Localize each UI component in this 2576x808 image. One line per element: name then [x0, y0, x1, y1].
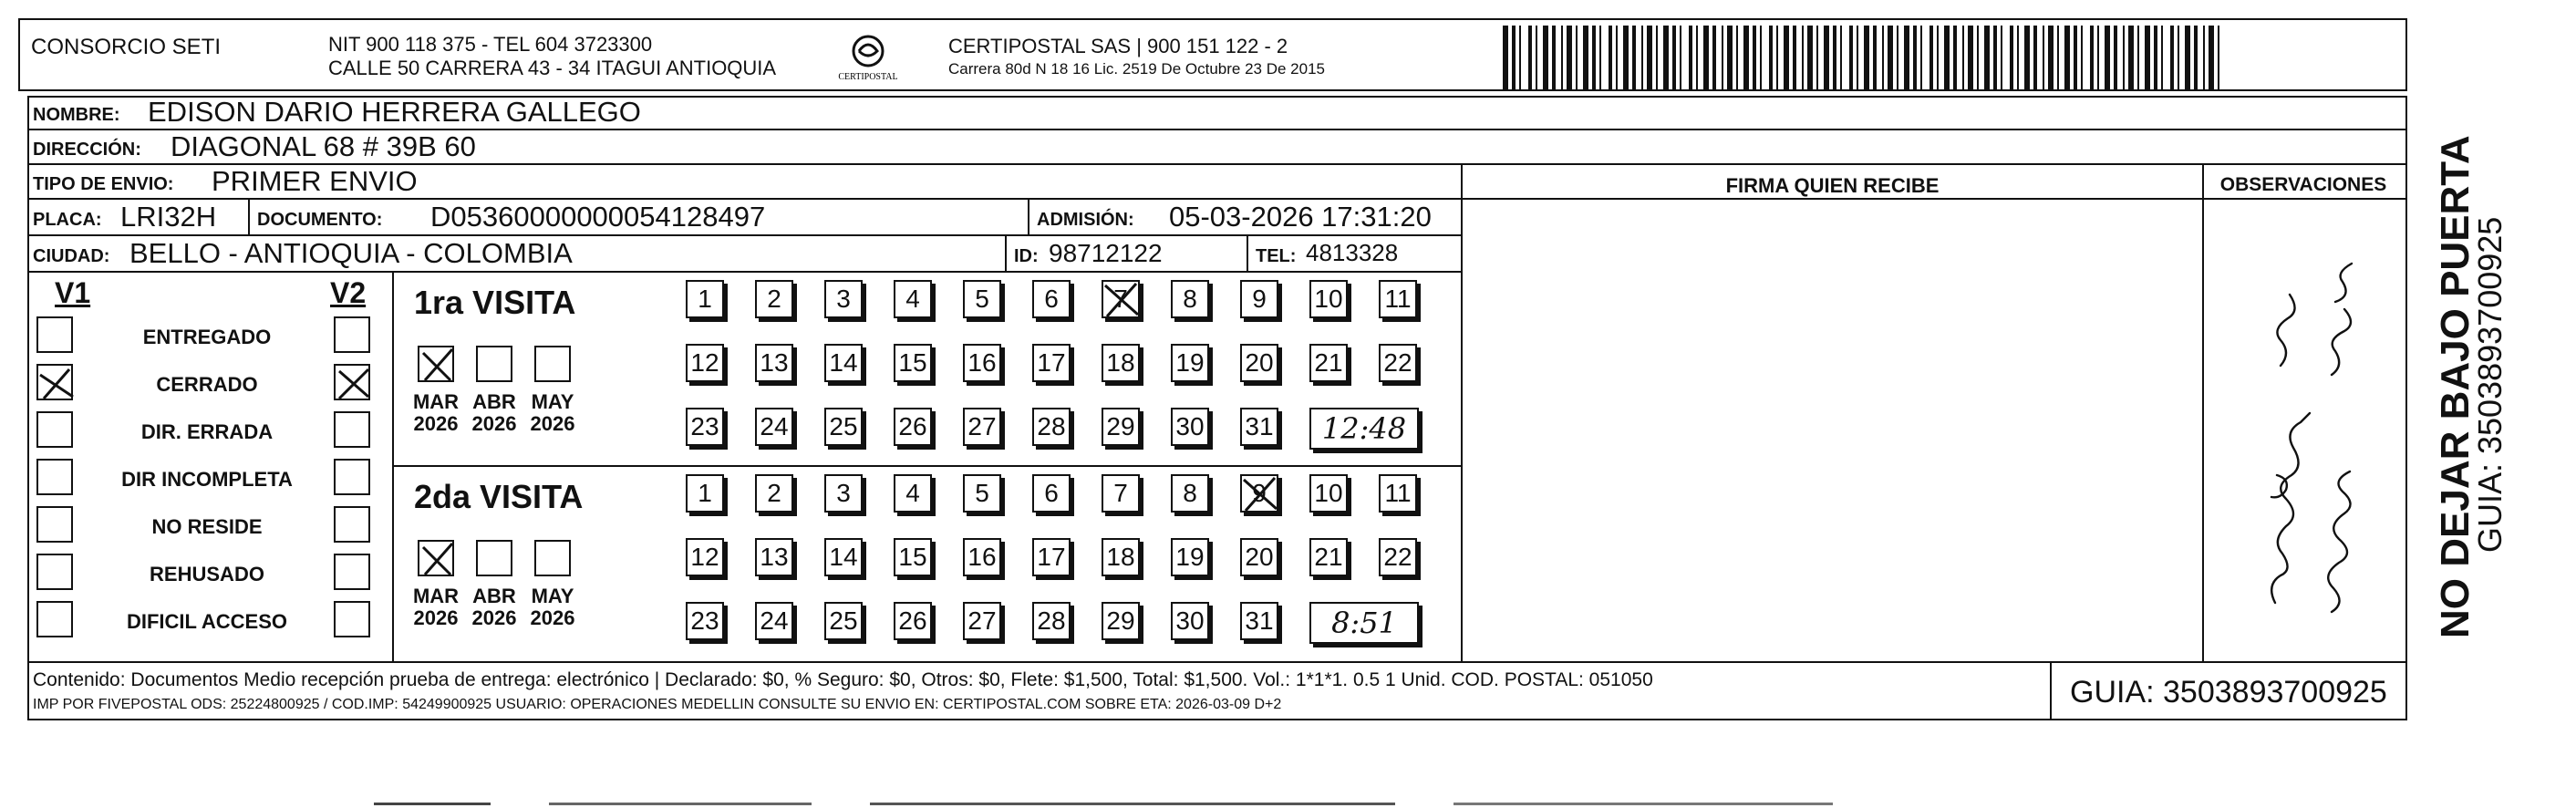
- day-box[interactable]: 9: [1240, 280, 1278, 318]
- day-box[interactable]: 17: [1032, 344, 1071, 382]
- tel-label: TEL:: [1256, 246, 1297, 266]
- certipostal-line: CERTIPOSTAL SAS | 900 151 122 - 2: [948, 35, 1288, 57]
- barcode-bar: [2048, 26, 2054, 89]
- row-address: [29, 130, 2407, 165]
- barcode-bar: [1793, 26, 1796, 89]
- v2-checkbox[interactable]: [334, 411, 370, 448]
- day-box[interactable]: 11: [1379, 474, 1417, 513]
- row-plate: [29, 200, 1461, 236]
- company-address: CALLE 50 CARRERA 43 - 34 ITAGUI ANTIOQUIA: [328, 57, 777, 79]
- footer-guia: GUIA: 3503893700925: [2070, 675, 2387, 710]
- barcode-bar: [2024, 26, 2030, 89]
- barcode-bar: [1864, 26, 1869, 89]
- observations-title: OBSERVACIONES: [2219, 174, 2387, 195]
- day-box[interactable]: 9: [1240, 474, 1278, 513]
- row-ship-type: [29, 165, 1461, 200]
- status-option-label: REHUSADO: [150, 563, 264, 585]
- barcode-bar: [1888, 26, 1893, 89]
- scan-line: [374, 803, 1833, 805]
- barcode-bar: [1647, 26, 1652, 89]
- day-box[interactable]: 30: [1171, 408, 1209, 446]
- barcode-bar: [1712, 26, 1716, 89]
- day-box[interactable]: 8: [1171, 280, 1209, 318]
- license-line: Carrera 80d N 18 16 Lic. 2519 De Octubre 23 De 2015: [948, 60, 1325, 78]
- barcode-bar: [1727, 26, 1733, 89]
- barcode-bar: [1857, 26, 1858, 89]
- company-name: CONSORCIO SETI: [31, 35, 222, 59]
- barcode-bar: [1528, 26, 1532, 89]
- day-box[interactable]: 21: [1309, 538, 1348, 576]
- day-box[interactable]: 12: [686, 538, 724, 576]
- side-warning: NO DEJAR BAJO PUERTA: [2433, 135, 2478, 638]
- day-box[interactable]: 18: [1102, 538, 1140, 576]
- v1-label: V1: [55, 276, 91, 309]
- v1-checkbox[interactable]: [36, 316, 73, 353]
- month-label: MAR 2026: [412, 585, 460, 629]
- barcode-bar: [1641, 26, 1643, 89]
- row-city: [29, 236, 1461, 273]
- admission-date: 05-03-2026 17:31:20: [1169, 201, 1432, 233]
- barcode-bar: [2081, 26, 2083, 89]
- barcode-bar: [1552, 26, 1556, 89]
- barcode-bar: [1736, 26, 1738, 89]
- day-box[interactable]: 5: [963, 474, 1001, 513]
- month-checkbox[interactable]: [418, 346, 454, 382]
- day-box[interactable]: 6: [1032, 474, 1071, 513]
- barcode-bar: [2001, 26, 2002, 89]
- visit-time[interactable]: 8:51: [1309, 602, 1419, 644]
- barcode-bar: [1512, 26, 1516, 89]
- barcode-bar: [2010, 26, 2013, 89]
- day-box[interactable]: 27: [963, 408, 1001, 446]
- barcode-bar: [1519, 26, 1521, 89]
- barcode-bar: [1882, 26, 1884, 89]
- month-label: ABR 2026: [471, 585, 517, 629]
- day-box[interactable]: 19: [1171, 344, 1209, 382]
- barcode-bar: [1609, 26, 1612, 89]
- day-box[interactable]: 16: [963, 344, 1001, 382]
- barcode-bar: [1567, 26, 1572, 89]
- barcode-bar: [1672, 26, 1676, 89]
- day-box[interactable]: 8: [1171, 474, 1209, 513]
- v1-checkbox[interactable]: [36, 411, 73, 448]
- status-option-label: ENTREGADO: [142, 326, 272, 348]
- plate-divider: [248, 200, 250, 234]
- day-box[interactable]: 27: [963, 602, 1001, 640]
- row-name: [29, 96, 2407, 130]
- day-box[interactable]: 24: [755, 408, 793, 446]
- month-checkbox[interactable]: [418, 540, 454, 576]
- month-checkbox[interactable]: [534, 540, 571, 576]
- v1-checkbox[interactable]: [36, 459, 73, 495]
- barcode-bar: [2123, 26, 2125, 89]
- barcode-bar: [2170, 26, 2174, 89]
- day-box[interactable]: 5: [963, 280, 1001, 318]
- footer-line-1: Contenido: Documentos Medio recepción prueba de entrega: electrónico | Declarado: $0, % Seguro: $0, Otros: $0, Flete: $1,500, Total: $1,500. Vol.: 1*1*1. 0.5 1 Unid. COD. POSTAL: 051050: [33, 669, 1653, 690]
- day-box[interactable]: 25: [824, 602, 863, 640]
- visit-1-block: [394, 273, 1461, 467]
- day-box[interactable]: 20: [1240, 344, 1278, 382]
- month-checkbox[interactable]: [476, 346, 512, 382]
- barcode-bar: [1689, 26, 1692, 89]
- day-box[interactable]: 23: [686, 408, 724, 446]
- recipient-address: DIAGONAL 68 # 39B 60: [171, 130, 476, 162]
- visit-title: 1ra VISITA: [414, 284, 576, 321]
- nit-line: NIT 900 118 375 - TEL 604 3723300: [328, 33, 653, 56]
- day-box[interactable]: 24: [755, 602, 793, 640]
- barcode-bar: [1913, 26, 1917, 89]
- document-number: D05360000000054128497: [430, 201, 766, 233]
- tel-number: 4813328: [1306, 239, 1399, 266]
- day-box[interactable]: 20: [1240, 538, 1278, 576]
- day-box[interactable]: 4: [894, 280, 932, 318]
- v1-checkbox[interactable]: [36, 506, 73, 543]
- month-label: ABR 2026: [471, 390, 517, 435]
- status-option-label: DIFICIL ACCESO: [126, 610, 287, 633]
- document-label: DOCUMENTO:: [257, 210, 383, 230]
- day-box[interactable]: 3: [824, 280, 863, 318]
- barcode-bar: [1663, 26, 1669, 89]
- day-box[interactable]: 26: [894, 408, 932, 446]
- id-divider: [1005, 236, 1007, 271]
- barcode-bar: [1953, 26, 1957, 89]
- barcode-bar: [1543, 26, 1548, 89]
- v2-label: V2: [330, 276, 367, 309]
- month-checkbox[interactable]: [476, 540, 512, 576]
- day-box[interactable]: 23: [686, 602, 724, 640]
- day-box[interactable]: 7: [1102, 474, 1140, 513]
- barcode-bar: [2033, 26, 2037, 89]
- barcode-bar: [1703, 26, 1709, 89]
- day-box[interactable]: 14: [824, 344, 863, 382]
- barcode-bar: [1849, 26, 1853, 89]
- day-box[interactable]: 6: [1032, 280, 1071, 318]
- day-box[interactable]: 30: [1171, 602, 1209, 640]
- barcode-bar: [2064, 26, 2070, 89]
- day-box[interactable]: 15: [894, 538, 932, 576]
- barcode-bar: [1743, 26, 1749, 89]
- day-box[interactable]: 2: [755, 280, 793, 318]
- day-box[interactable]: 31: [1240, 408, 1278, 446]
- barcode-bar: [1897, 26, 1898, 89]
- v1-checkbox[interactable]: [36, 554, 73, 590]
- day-box[interactable]: 7: [1102, 280, 1140, 318]
- plate: LRI32H: [120, 201, 217, 233]
- barcode-bar: [1840, 26, 1842, 89]
- barcode-bar: [1769, 26, 1773, 89]
- barcode-bar: [2114, 26, 2117, 89]
- day-box[interactable]: 10: [1309, 280, 1348, 318]
- barcode-bar: [1833, 26, 1836, 89]
- ship-type-label: TIPO DE ENVIO:: [33, 174, 174, 194]
- ship-type: PRIMER ENVIO: [212, 165, 418, 197]
- v2-checkbox[interactable]: [334, 506, 370, 543]
- day-box[interactable]: 19: [1171, 538, 1209, 576]
- month-label: MAY 2026: [530, 390, 575, 435]
- address-label: DIRECCIÓN:: [33, 140, 141, 160]
- barcode: [1503, 26, 2232, 89]
- status-section: [29, 273, 394, 661]
- barcode-bar: [2090, 26, 2094, 89]
- barcode-bar: [1696, 26, 1698, 89]
- day-box[interactable]: 29: [1102, 602, 1140, 640]
- v2-checkbox[interactable]: [334, 554, 370, 590]
- barcode-bar: [2043, 26, 2044, 89]
- city-label: CIUDAD:: [33, 246, 110, 266]
- barcode-bar: [1816, 26, 1818, 89]
- v2-checkbox[interactable]: [334, 459, 370, 495]
- status-option-label: DIR. ERRADA: [140, 420, 274, 443]
- barcode-bar: [2209, 26, 2214, 89]
- day-box[interactable]: 22: [1379, 344, 1417, 382]
- barcode-bar: [2161, 26, 2163, 89]
- day-box[interactable]: 17: [1032, 538, 1071, 576]
- id-label: ID:: [1014, 246, 1039, 266]
- day-box[interactable]: 12: [686, 344, 724, 382]
- day-box[interactable]: 29: [1102, 408, 1140, 446]
- day-box[interactable]: 1: [686, 474, 724, 513]
- day-box[interactable]: 14: [824, 538, 863, 576]
- day-box[interactable]: 22: [1379, 538, 1417, 576]
- barcode-bar: [1576, 26, 1578, 89]
- plate-label: PLACA:: [33, 210, 102, 230]
- barcode-bar: [2194, 26, 2198, 89]
- day-box[interactable]: 25: [824, 408, 863, 446]
- barcode-bar: [2017, 26, 2019, 89]
- day-box[interactable]: 11: [1379, 280, 1417, 318]
- barcode-bar: [1873, 26, 1877, 89]
- barcode-bar: [1776, 26, 1778, 89]
- barcode-bar: [1760, 26, 1762, 89]
- barcode-bar: [1503, 26, 1508, 89]
- barcode-bar: [1824, 26, 1829, 89]
- side-guia: GUIA: 3503893700925: [2471, 216, 2509, 553]
- barcode-bar: [1623, 26, 1629, 89]
- month-label: MAY 2026: [530, 585, 575, 629]
- day-box[interactable]: 21: [1309, 344, 1348, 382]
- observations-column: [2204, 165, 2407, 661]
- status-option-label: DIR INCOMPLETA: [121, 468, 293, 491]
- visit-2-block: [394, 467, 1461, 661]
- barcode-bar: [1984, 26, 1990, 89]
- v2-checkbox[interactable]: [334, 316, 370, 353]
- day-box[interactable]: 26: [894, 602, 932, 640]
- barcode-bar: [2145, 26, 2150, 89]
- barcode-bar: [2185, 26, 2190, 89]
- barcode-bar: [1920, 26, 1922, 89]
- barcode-bar: [1944, 26, 1950, 89]
- v1-checkbox[interactable]: [36, 601, 73, 637]
- visit-title: 2da VISITA: [414, 478, 584, 515]
- barcode-bar: [1722, 26, 1723, 89]
- barcode-bar: [2178, 26, 2179, 89]
- barcode-bar: [1632, 26, 1636, 89]
- barcode-bar: [1753, 26, 1756, 89]
- svg-text:CERTIPOSTAL: CERTIPOSTAL: [838, 72, 898, 82]
- day-box[interactable]: 10: [1309, 474, 1348, 513]
- day-box[interactable]: 15: [894, 344, 932, 382]
- barcode-bar: [1977, 26, 1979, 89]
- day-box[interactable]: 31: [1240, 602, 1278, 640]
- barcode-bar: [1962, 26, 1964, 89]
- tel-divider: [1247, 236, 1248, 271]
- v2-checkbox[interactable]: [334, 364, 370, 400]
- barcode-bar: [2057, 26, 2059, 89]
- day-box[interactable]: 3: [824, 474, 863, 513]
- day-box[interactable]: 28: [1032, 408, 1071, 446]
- barcode-bar: [1802, 26, 1804, 89]
- barcode-bar: [1599, 26, 1601, 89]
- footer-line-2: IMP POR FIVEPOSTAL ODS: 25224800925 / COD.IMP: 54249900925 USUARIO: OPERACIONES MEDELLIN CONSULTE SU ENVIO EN: CERTIPOSTAL.COM SOBRE ETA: 2026-03-09 D+2: [33, 697, 1282, 712]
- barcode-bar: [1807, 26, 1813, 89]
- admission-divider: [1028, 200, 1029, 234]
- barcode-bar: [1904, 26, 1909, 89]
- barcode-bar: [2097, 26, 2099, 89]
- barcode-bar: [1583, 26, 1588, 89]
- barcode-bar: [2105, 26, 2110, 89]
- barcode-bar: [1616, 26, 1618, 89]
- barcode-bar: [1592, 26, 1596, 89]
- admission-label: ADMISIÓN:: [1037, 210, 1134, 230]
- barcode-bar: [2154, 26, 2157, 89]
- barcode-bar: [2128, 26, 2134, 89]
- visit-time[interactable]: 12:48: [1309, 408, 1419, 450]
- barcode-bar: [1656, 26, 1658, 89]
- day-box[interactable]: 16: [963, 538, 1001, 576]
- name-label: NOMBRE:: [33, 105, 120, 125]
- barcode-bar: [1937, 26, 1939, 89]
- barcode-bar: [1929, 26, 1933, 89]
- barcode-bar: [1680, 26, 1681, 89]
- status-option-label: NO RESIDE: [151, 515, 263, 538]
- day-box[interactable]: 1: [686, 280, 724, 318]
- signature-column: [1461, 165, 2204, 661]
- v1-checkbox[interactable]: [36, 364, 73, 400]
- recipient-name: EDISON DARIO HERRERA GALLEGO: [148, 96, 641, 128]
- certipostal-logo: [832, 33, 905, 84]
- barcode-bar: [1784, 26, 1789, 89]
- barcode-bar: [2218, 26, 2219, 89]
- id-number: 98712122: [1049, 239, 1163, 267]
- day-box[interactable]: 18: [1102, 344, 1140, 382]
- city: BELLO - ANTIOQUIA - COLOMBIA: [129, 237, 573, 269]
- barcode-bar: [1561, 26, 1563, 89]
- barcode-bar: [2203, 26, 2205, 89]
- day-box[interactable]: 2: [755, 474, 793, 513]
- barcode-bar: [2074, 26, 2077, 89]
- status-option-label: CERRADO: [156, 373, 258, 396]
- signature-title: FIRMA QUIEN RECIBE: [1725, 174, 1940, 197]
- barcode-bar: [1993, 26, 1997, 89]
- observations-handwriting: [2259, 238, 2377, 639]
- day-box[interactable]: 13: [755, 344, 793, 382]
- month-label: MAR 2026: [412, 390, 460, 435]
- barcode-bar: [2137, 26, 2139, 89]
- day-box[interactable]: 13: [755, 538, 793, 576]
- month-checkbox[interactable]: [534, 346, 571, 382]
- day-box[interactable]: 28: [1032, 602, 1071, 640]
- day-box[interactable]: 4: [894, 474, 932, 513]
- barcode-bar: [1536, 26, 1537, 89]
- barcode-bar: [1968, 26, 1973, 89]
- v2-checkbox[interactable]: [334, 601, 370, 637]
